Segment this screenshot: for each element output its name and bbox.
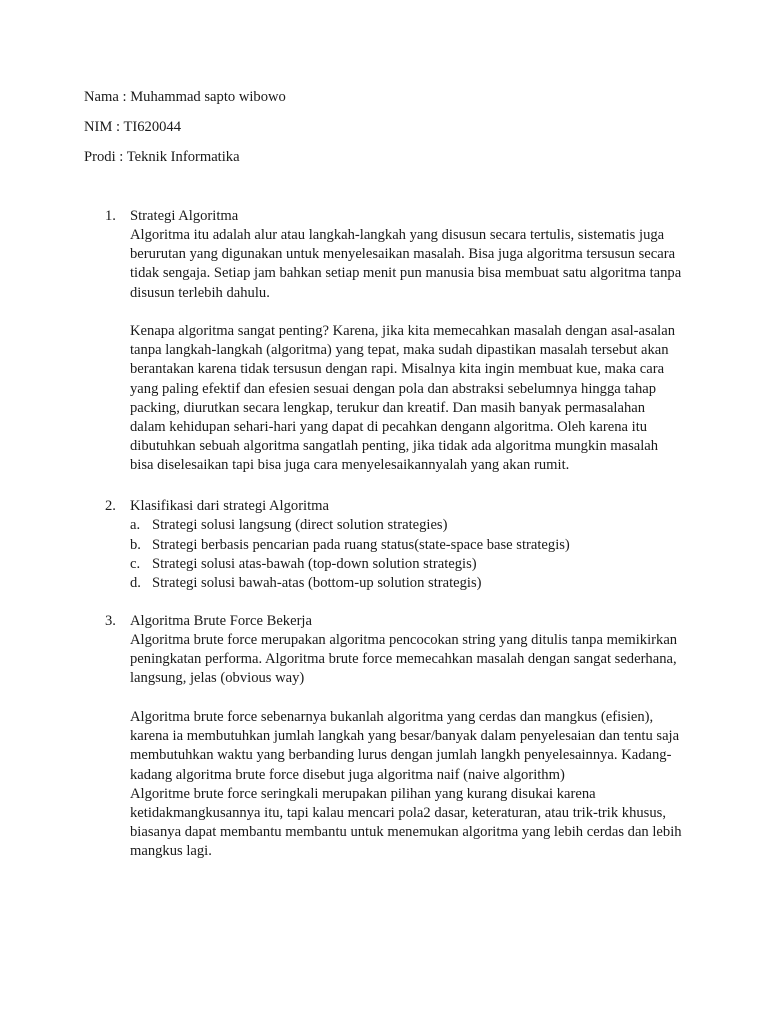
list-item-letter: d. xyxy=(130,575,141,591)
list-item xyxy=(0,536,768,555)
section-title: Algoritma Brute Force Bekerja xyxy=(130,613,312,629)
text-line: yang paling efektif dan efesien sesuai dengan pola dan abstraksi sebelumnya hingga tahap xyxy=(130,380,657,397)
text-line: Algoritma itu adalah alur atau langkah-langkah yang disusun secara tertulis, sistematis juga xyxy=(130,227,665,243)
text-line: dalam kehidupan sehari-hari yang dapat di pecahkan dengann algoritma. Oleh karena itu xyxy=(130,418,648,435)
list-item-letter: c. xyxy=(130,556,141,572)
text-line: mangkus lagi. xyxy=(130,843,212,860)
text-line: karena ia membutuhkan jumlah langkah yang besar/banyak dalam penyelesaian dan tentu saja xyxy=(130,728,680,745)
text-line: Algoritma brute force merupakan algoritma pencocokan string yang ditulis tanpa memikirkan xyxy=(130,632,678,648)
list-item xyxy=(0,516,768,535)
text-line: disusun terlebih dahulu. xyxy=(130,284,270,301)
section-number: 2. xyxy=(105,498,116,514)
paragraph xyxy=(130,322,710,476)
text-line: membutuhkan waktu yang berbanding lurus dengan jumlah langkh penyelesainnya. Kadang- xyxy=(130,747,672,764)
list-item-text: Strategi berbasis pencarian pada ruang status(state-space base strategis) xyxy=(152,536,570,553)
list-item-letter: a. xyxy=(130,517,141,533)
text-line: tidak sengaja. Setiap jam bahkan setiap menit pun manusia bisa membuat satu algoritma tanpa xyxy=(130,265,682,282)
text-line: berurutan yang digunakan untuk menyelesaikan masalah. Bisa juga algoritma tersusun secara xyxy=(130,246,676,263)
list-item xyxy=(0,555,768,574)
list-item-text: Strategi solusi atas-bawah (top-down solution strategis) xyxy=(152,556,477,572)
section-number: 1. xyxy=(105,208,116,224)
text-line: dibutuhkan sebuah algoritma sangatlah penting, jika tidak ada algoritma mungkin masalah xyxy=(130,438,659,455)
list-item-text: Strategi solusi bawah-atas (bottom-up solution strategis) xyxy=(152,575,482,591)
text-line: berantakan karena tidak tersusun dengan rapi. Misalnya kita ingin membuat kue, maka cara xyxy=(130,361,665,378)
text-line: bisa diselesaikan tapi bisa juga cara menyelesaikannyalah yang akan rumit. xyxy=(130,457,570,474)
student-name: Nama : Muhammad sapto wibowo xyxy=(84,89,286,105)
section-title: Klasifikasi dari strategi Algoritma xyxy=(130,498,329,514)
text-line: langsung, jelas (obvious way) xyxy=(130,670,305,687)
paragraph xyxy=(130,708,710,862)
list-item-letter: b. xyxy=(130,536,141,553)
text-line: peningkatan performa. Algoritma brute force memecahkan masalah dengan sangat sederhana, xyxy=(130,651,677,668)
student-prodi: Prodi : Teknik Informatika xyxy=(84,149,240,165)
section-title: Strategi Algoritma xyxy=(130,208,239,224)
student-nim: NIM : TI620044 xyxy=(84,119,182,135)
list-item-text: Strategi solusi langsung (direct solution strategies) xyxy=(152,517,448,533)
text-line: Kenapa algoritma sangat penting? Karena, jika kita memecahkan masalah dengan asal-asalan xyxy=(130,323,675,339)
text-line: kadang algoritma brute force disebut juga algoritma naif (naive algorithm) xyxy=(130,766,565,783)
text-line: Algoritma brute force sebenarnya bukanlah algoritma yang cerdas dan mangkus (efisien), xyxy=(130,709,654,725)
list-item xyxy=(0,574,768,593)
text-line: packing, diurutkan secara lengkap, terukur dan kreatif. Dan masih banyak permasalahan xyxy=(130,399,646,416)
text-line: Algoritme brute force seringkali merupakan pilihan yang kurang disukai karena xyxy=(130,785,596,802)
text-line: biasanya dapat membantu membantu untuk menemukan algoritma yang lebih cerdas dan lebih xyxy=(130,824,682,841)
paragraph xyxy=(130,226,710,303)
text-line: tanpa langkah-langkah (algoritma) yang tepat, maka sudah dipastikan masalah tersebut akan xyxy=(130,342,669,359)
section-number: 3. xyxy=(105,613,116,629)
paragraph xyxy=(130,631,710,689)
text-line: ketidakmangkusannya itu, tapi kalau mencari pola2 dasar, keteraturan, atau trik-trik khusus, xyxy=(130,804,666,821)
